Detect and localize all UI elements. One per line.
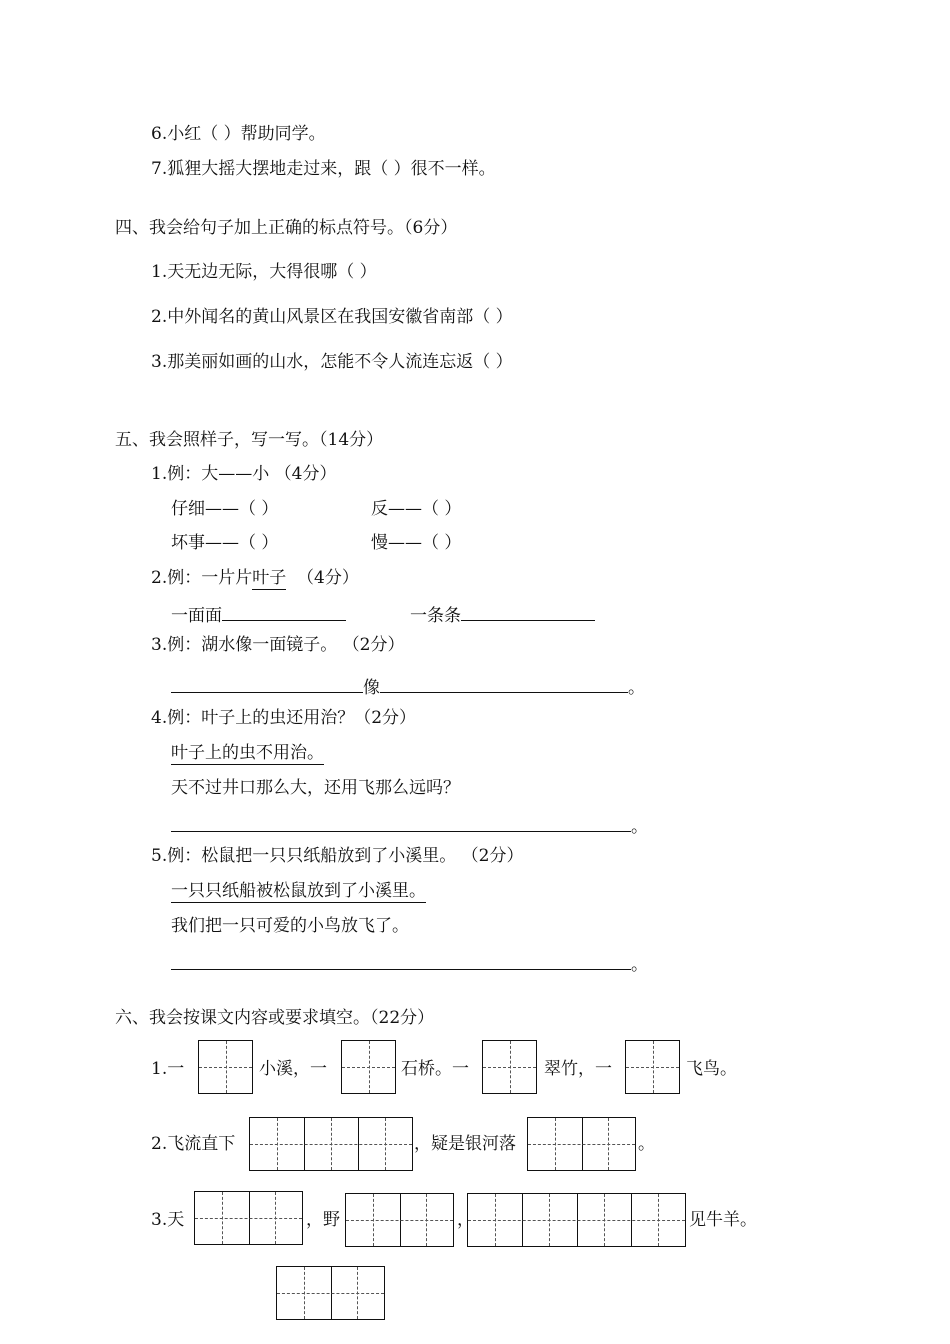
s6-q2-box-group-2[interactable] — [527, 1117, 636, 1171]
s6-q1-p2: 小溪，一 — [259, 1059, 327, 1079]
s6-q3-p1: 3.天 — [151, 1210, 185, 1230]
s5-q2-example-word: 叶子 — [252, 568, 287, 588]
s6-q3-box-group-4[interactable] — [276, 1266, 385, 1320]
s5-q3-blank-2[interactable] — [380, 674, 628, 693]
s5-q1-d: 慢——（ ） — [371, 533, 462, 553]
s5-q5-answer-text: 一只只纸船被松鼠放到了小溪里。 — [171, 881, 426, 901]
s5-q2-b — [410, 602, 595, 627]
s5-q5-end: 。 — [631, 955, 648, 975]
s6-q3-box-group-3[interactable] — [467, 1193, 686, 1247]
s6-q3-box-group-1[interactable] — [194, 1191, 303, 1245]
s6-q1-box-4[interactable] — [625, 1040, 680, 1094]
s5-q5-line — [171, 951, 648, 976]
s5-q3-example: 3.例：湖水像一面镜子。 （2分） — [151, 635, 405, 655]
s6-q1-p5: 飞鸟。 — [686, 1059, 737, 1079]
s4-q2: 2.中外闻名的黄山风景区在我国安徽省南部（ ） — [151, 307, 513, 327]
s6-q3-p4: 见牛羊。 — [689, 1210, 757, 1230]
s5-q2-example — [151, 567, 359, 589]
s6-q1-box-1[interactable] — [198, 1040, 253, 1094]
s5-q3-end: 。 — [628, 678, 645, 698]
s6-q1-p3: 石桥。一 — [401, 1059, 469, 1079]
s6-q3-p2: ，野 — [306, 1210, 340, 1230]
s6-q1-p1: 1.一 — [151, 1059, 185, 1079]
s6-q3-p3: ， — [457, 1210, 474, 1230]
section5-title: 五、我会照样子，写一写。（14分） — [115, 430, 384, 450]
s4-q1: 1.天无边无际，大得很哪（ ） — [151, 262, 377, 282]
s5-q5-blank[interactable] — [171, 951, 631, 970]
s5-q2-a-label: 一面面 — [171, 606, 222, 626]
s4-q3: 3.那美丽如画的山水，怎能不令人流连忘返（ ） — [151, 352, 513, 372]
s5-q3-line — [171, 674, 645, 699]
s5-q2-a — [171, 602, 346, 627]
s5-q4-line — [171, 813, 648, 838]
s5-q1-example: 1.例：大——小 （4分） — [151, 464, 337, 484]
s5-q5-sentence: 我们把一只可爱的小鸟放飞了。 — [171, 916, 409, 936]
s5-q2-a-blank[interactable] — [222, 602, 346, 621]
s6-q1-box-2[interactable] — [341, 1040, 396, 1094]
s5-q4-blank[interactable] — [171, 813, 631, 832]
s6-q1-p4: 翠竹，一 — [544, 1059, 612, 1079]
s5-q4-answer — [171, 742, 324, 764]
s6-q3-box-group-2[interactable] — [345, 1193, 454, 1247]
s5-q2-b-blank[interactable] — [461, 602, 595, 621]
s5-q4-example: 4.例：叶子上的虫还用治？（2分） — [151, 708, 417, 728]
s6-q2-box-group-1[interactable] — [249, 1117, 413, 1171]
section4-title: 四、我会给句子加上正确的标点符号。（6分） — [115, 218, 458, 238]
s6-q1-box-3[interactable] — [482, 1040, 537, 1094]
s5-q5-answer — [171, 880, 426, 902]
s5-q2-example-pre: 2.例：一片片 — [151, 568, 253, 588]
s5-q2-example-post: （4分） — [297, 568, 359, 588]
section6-title: 六、我会按课文内容或要求填空。（22分） — [115, 1008, 435, 1028]
s6-q2-p1: 2.飞流直下 — [151, 1134, 236, 1154]
s6-q2-p3: 。 — [638, 1134, 655, 1154]
s5-q4-answer-text: 叶子上的虫不用治。 — [171, 743, 324, 763]
s5-q4-sentence: 天不过井口那么大，还用飞那么远吗？ — [171, 778, 460, 798]
s5-q4-end: 。 — [631, 817, 648, 837]
s5-q2-b-label: 一条条 — [410, 606, 461, 626]
s5-q5-example: 5.例：松鼠把一只只纸船放到了小溪里。 （2分） — [151, 846, 524, 866]
s5-q1-c: 坏事——（ ） — [171, 533, 279, 553]
s5-q1-a: 仔细——（ ） — [171, 499, 279, 519]
s5-q1-b: 反——（ ） — [371, 499, 462, 519]
s5-q3-mid: 像 — [363, 678, 380, 698]
q6-line: 6.小红（ ）帮助同学。 — [151, 124, 326, 144]
s5-q3-blank-1[interactable] — [171, 674, 363, 693]
q7-line: 7.狐狸大摇大摆地走过来，跟（ ）很不一样。 — [151, 159, 496, 179]
s6-q2-p2: ，疑是银河落 — [414, 1134, 516, 1154]
